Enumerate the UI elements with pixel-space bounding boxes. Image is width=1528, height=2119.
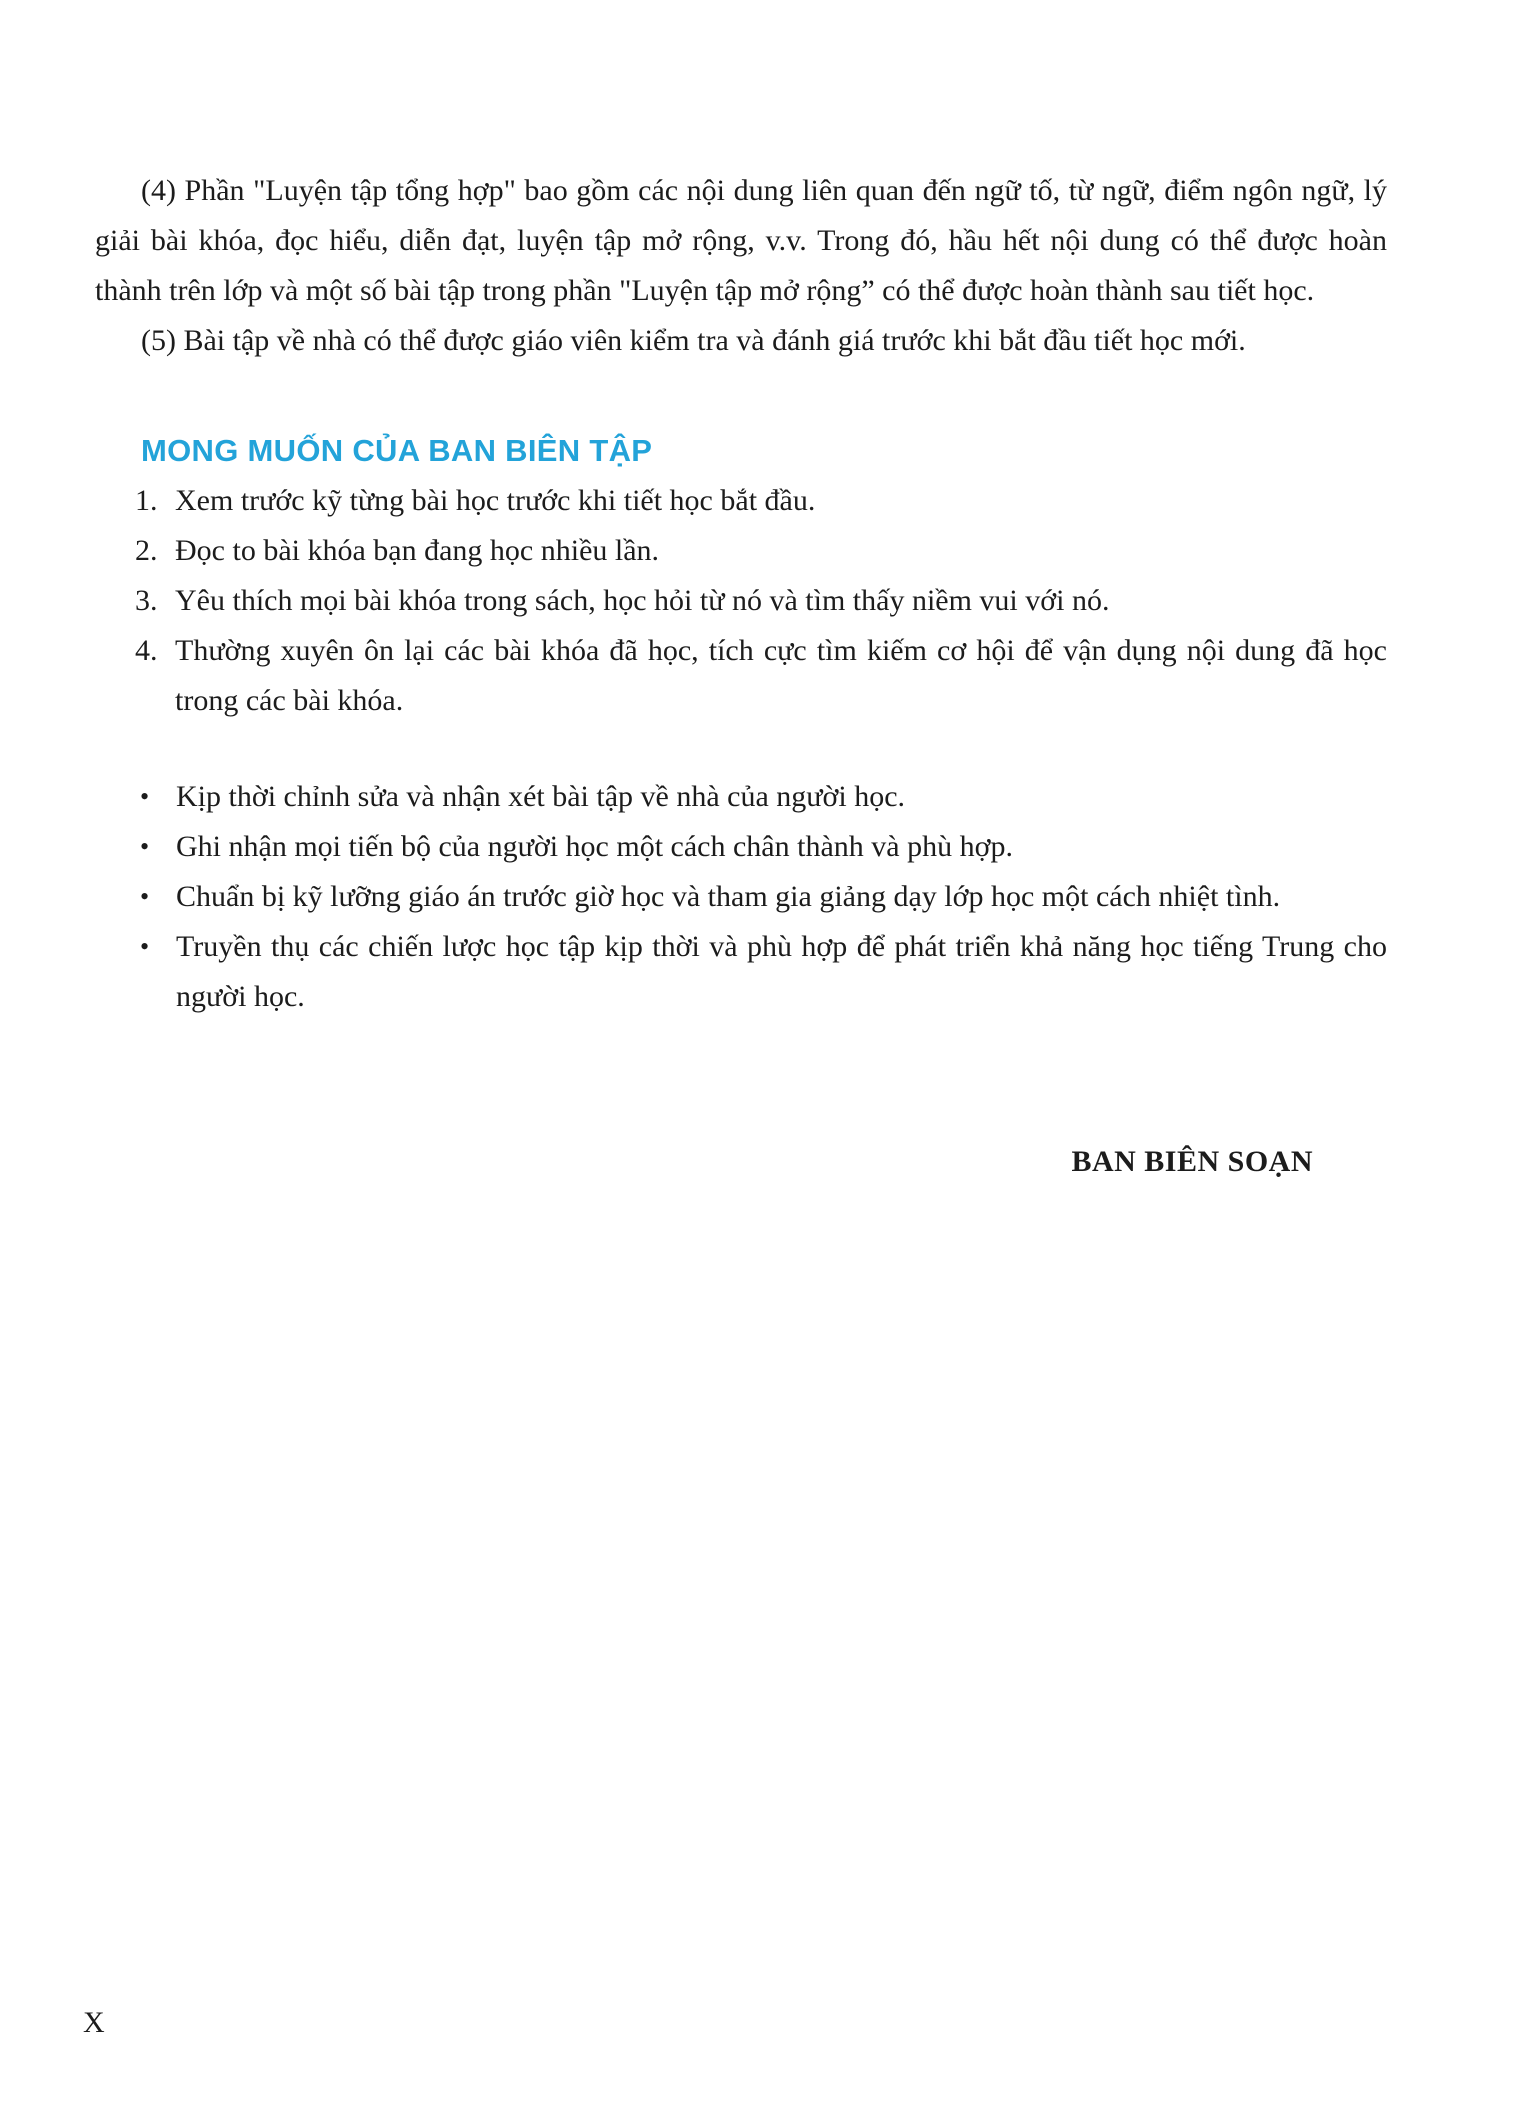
list-item [95, 822, 1387, 872]
item-text: Ghi nhận mọi tiến bộ của người học một cách chân thành và phù hợp. [176, 830, 1013, 863]
item-number: 4. [135, 634, 158, 667]
list-item [95, 576, 1387, 626]
section-heading: MONG MUỐN CỦA BAN BIÊN TẬP [141, 433, 653, 468]
list-item [95, 772, 1387, 822]
list-item [95, 526, 1387, 576]
bullet-icon: • [140, 832, 150, 861]
item-number: 1. [135, 484, 158, 517]
bullet-icon: • [140, 932, 150, 961]
item-text: Đọc to bài khóa bạn đang học nhiều lần. [175, 534, 660, 567]
bullet-icon: • [140, 882, 150, 911]
signature: BAN BIÊN SOẠN [1071, 1145, 1313, 1178]
list-item [95, 922, 1387, 1022]
list-item [95, 476, 1387, 526]
bullet-icon: • [140, 782, 150, 811]
paragraph-5: (5) Bài tập về nhà có thể được giáo viên kiểm tra và đánh giá trước khi bắt đầu tiết học mới. [141, 324, 1246, 357]
item-text: Kịp thời chỉnh sửa và nhận xét bài tập về nhà của người học. [176, 780, 906, 813]
page-content [95, 166, 1387, 1187]
item-text: Thường xuyên ôn lại các bài khóa đã học, tích cực tìm kiếm cơ hội để vận dụng nội dung đã học trong các bài khóa. [175, 634, 1387, 717]
item-text: Xem trước kỹ từng bài học trước khi tiết học bắt đầu. [175, 484, 816, 517]
item-text: Chuẩn bị kỹ lưỡng giáo án trước giờ học và tham gia giảng dạy lớp học một cách nhiệt tình. [176, 880, 1281, 913]
item-text: Yêu thích mọi bài khóa trong sách, học hỏi từ nó và tìm thấy niềm vui với nó. [175, 584, 1110, 617]
item-text: Truyền thụ các chiến lược học tập kịp thời và phù hợp để phát triển khả năng học tiếng Trung cho người học. [176, 930, 1387, 1013]
item-number: 2. [135, 534, 158, 567]
list-item [95, 872, 1387, 922]
numbered-list [95, 476, 1387, 726]
bullet-list [95, 772, 1387, 1022]
item-number: 3. [135, 584, 158, 617]
page-number: X [83, 2006, 105, 2039]
list-item [95, 626, 1387, 726]
paragraph-4: (4) Phần "Luyện tập tổng hợp" bao gồm các nội dung liên quan đến ngữ tố, từ ngữ, điểm ngôn ngữ, lý giải bài khóa, đọc hiểu, diễn đạt, luyện tập mở rộng, v.v. Trong đó, hầu hết nội dung có thể được hoàn thành trên lớp và một số bài tập trong phần "Luyện tập mở rộng” có thể được hoàn thành sau tiết học. [95, 174, 1387, 307]
